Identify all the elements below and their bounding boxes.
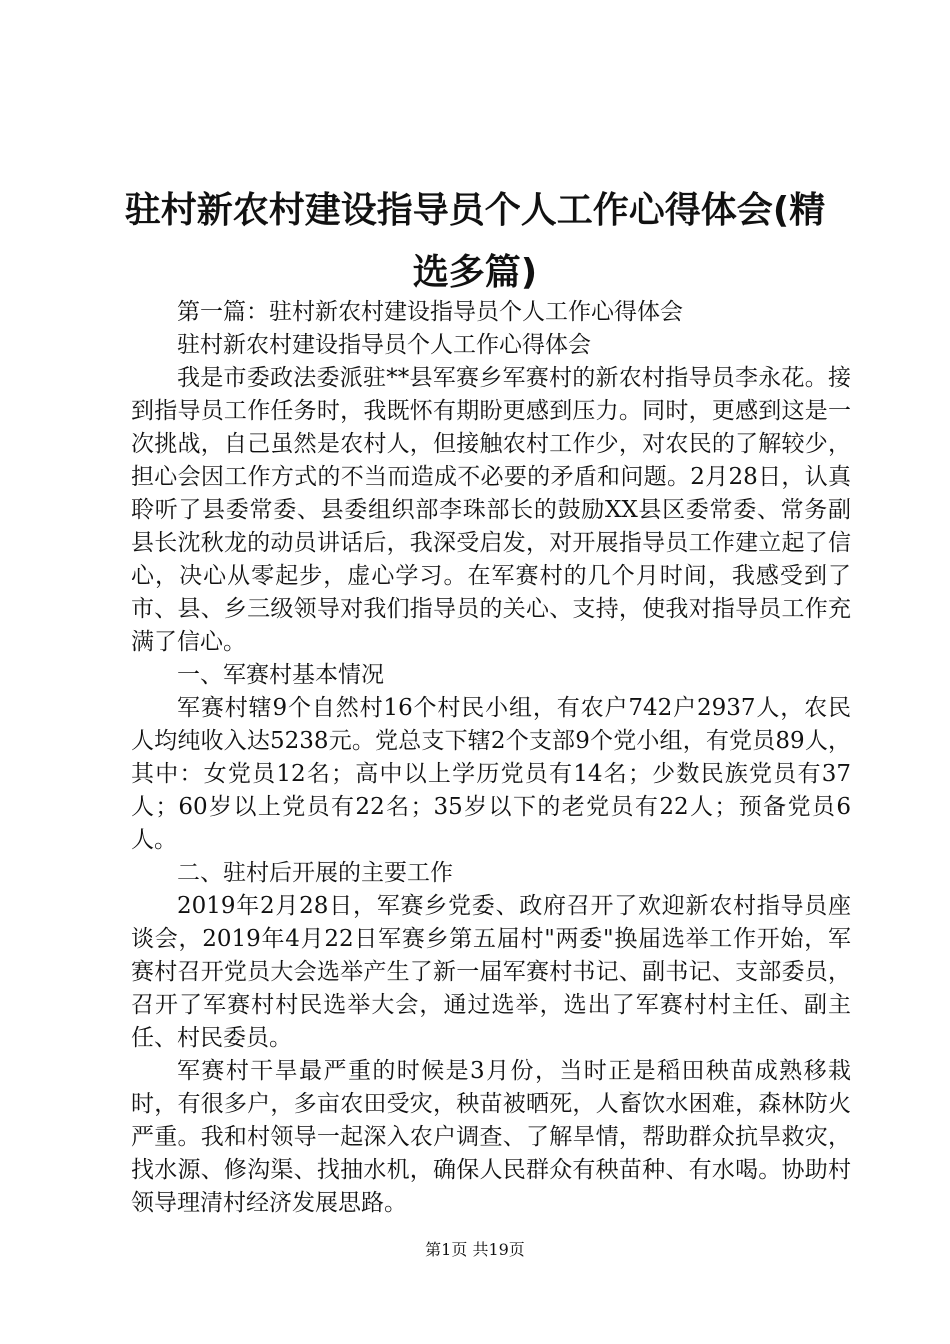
section-heading-basic-situation: 一、军赛村基本情况 [177,662,384,688]
document-body [131,296,851,1220]
paragraph-drought: 军赛村干旱最严重的时候是3月份，当时正是稻田秧苗成熟移栽时，有很多户，多亩农田受灾，秧苗被晒死，人畜饮水困难，森林防火严重。我和村领导一起深入农户调查、了解旱情，帮助群众抗旱救灾，找水源、修沟渠、找抽水机，确保人民群众有秧苗种、有水喝。协助村领导理清村经济发展思路。 [131,1058,851,1216]
paragraph-village-stats: 军赛村辖9个自然村16个村民小组，有农户742户2937人，农民人均纯收入达5238元。党总支下辖2个支部9个党小组，有党员89人，其中：女党员12名；高中以上学历党员有14名；少数民族党员有37人；60岁以上党员有22名；35岁以下的老党员有22人；预备党员6人。 [131,695,851,853]
document-title [100,180,850,304]
paragraph-intro: 我是市委政法委派驻**县军赛乡军赛村的新农村指导员李永花。接到指导员工作任务时，我既怀有期盼更感到压力。同时，更感到这是一次挑战，自己虽然是农村人，但接触农村工作少，对农民的了解较少，担心会因工作方式的不当而造成不必要的矛盾和问题。2月28日，认真聆听了县委常委、县委组织部李珠部长的鼓励XX县区委常委、常务副县长沈秋龙的动员讲话后，我深受启发，对开展指导员工作建立起了信心，决心从零起步，虚心学习。在军赛村的几个月时间，我感受到了市、县、乡三级领导对我们指导员的关心、支持，使我对指导员工作充满了信心。 [131,365,851,655]
page-number: 第1页 共19页 [425,1240,525,1259]
document-title-line-1: 驻村新农村建设指导员个人工作心得体会(精 [124,190,826,231]
subtitle: 驻村新农村建设指导员个人工作心得体会 [177,332,591,358]
paragraph-election: 2019年2月28日，军赛乡党委、政府召开了欢迎新农村指导员座谈会，2019年4月22日军赛乡第五届村"两委"换届选举工作开始，军赛村召开党员大会选举产生了新一届军赛村书记、副书记、支部委员，召开了军赛村村民选举大会，通过选举，选出了军赛村村主任、副主任、村民委员。 [131,893,851,1051]
section-heading-main-work: 二、驻村后开展的主要工作 [177,860,453,886]
section-heading-chapter-one: 第一篇：驻村新农村建设指导员个人工作心得体会 [177,299,683,325]
document-title-line-2: 选多篇) [412,252,538,293]
